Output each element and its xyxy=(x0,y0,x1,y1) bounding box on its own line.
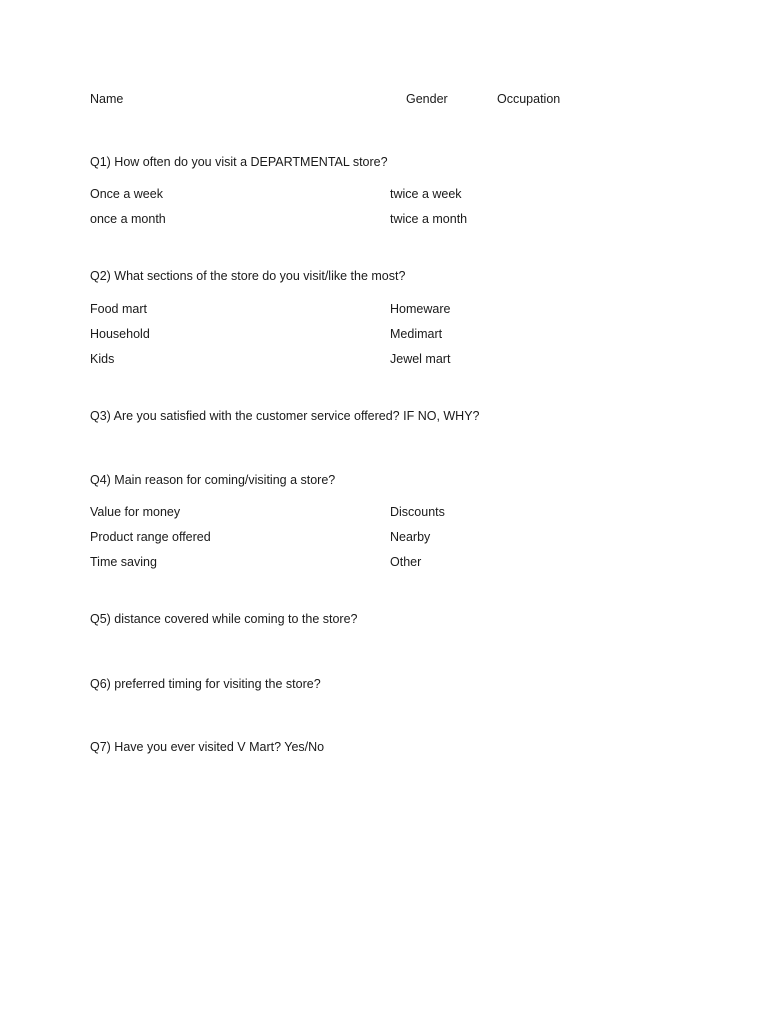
q4-option-discounts: Discounts xyxy=(390,505,445,519)
question-2: Q2) What sections of the store do you visit/like the most? xyxy=(90,269,406,283)
q4-option-product-range: Product range offered xyxy=(90,530,211,544)
q1-option-twice-a-week: twice a week xyxy=(390,187,462,201)
name-label: Name xyxy=(90,92,124,106)
q1-option-twice-a-month: twice a month xyxy=(390,212,468,226)
question-4: Q4) Main reason for coming/visiting a store? xyxy=(90,473,336,487)
q2-option-homeware: Homeware xyxy=(390,302,451,316)
q1-option-once-a-week: Once a week xyxy=(90,187,163,201)
q4-option-other: Other xyxy=(390,555,422,569)
occupation-label: Occupation xyxy=(497,92,561,106)
question-3: Q3) Are you satisfied with the customer service offered? IF NO, WHY? xyxy=(90,409,480,423)
q2-option-food-mart: Food mart xyxy=(90,302,147,316)
question-5: Q5) distance covered while coming to the store? xyxy=(90,612,358,626)
question-6: Q6) preferred timing for visiting the store? xyxy=(90,677,321,691)
question-7: Q7) Have you ever visited V Mart? Yes/No xyxy=(90,740,325,754)
gender-label: Gender xyxy=(406,92,448,106)
q2-option-jewel-mart: Jewel mart xyxy=(390,352,451,366)
q4-option-value-for-money: Value for money xyxy=(90,505,181,519)
question-1: Q1) How often do you visit a DEPARTMENTAL store? xyxy=(90,155,388,169)
q2-option-household: Household xyxy=(90,327,150,341)
q2-option-medimart: Medimart xyxy=(390,327,443,341)
q4-option-time-saving: Time saving xyxy=(90,555,157,569)
q2-option-kids: Kids xyxy=(90,352,115,366)
q4-option-nearby: Nearby xyxy=(390,530,431,544)
q1-option-once-a-month: once a month xyxy=(90,212,166,226)
